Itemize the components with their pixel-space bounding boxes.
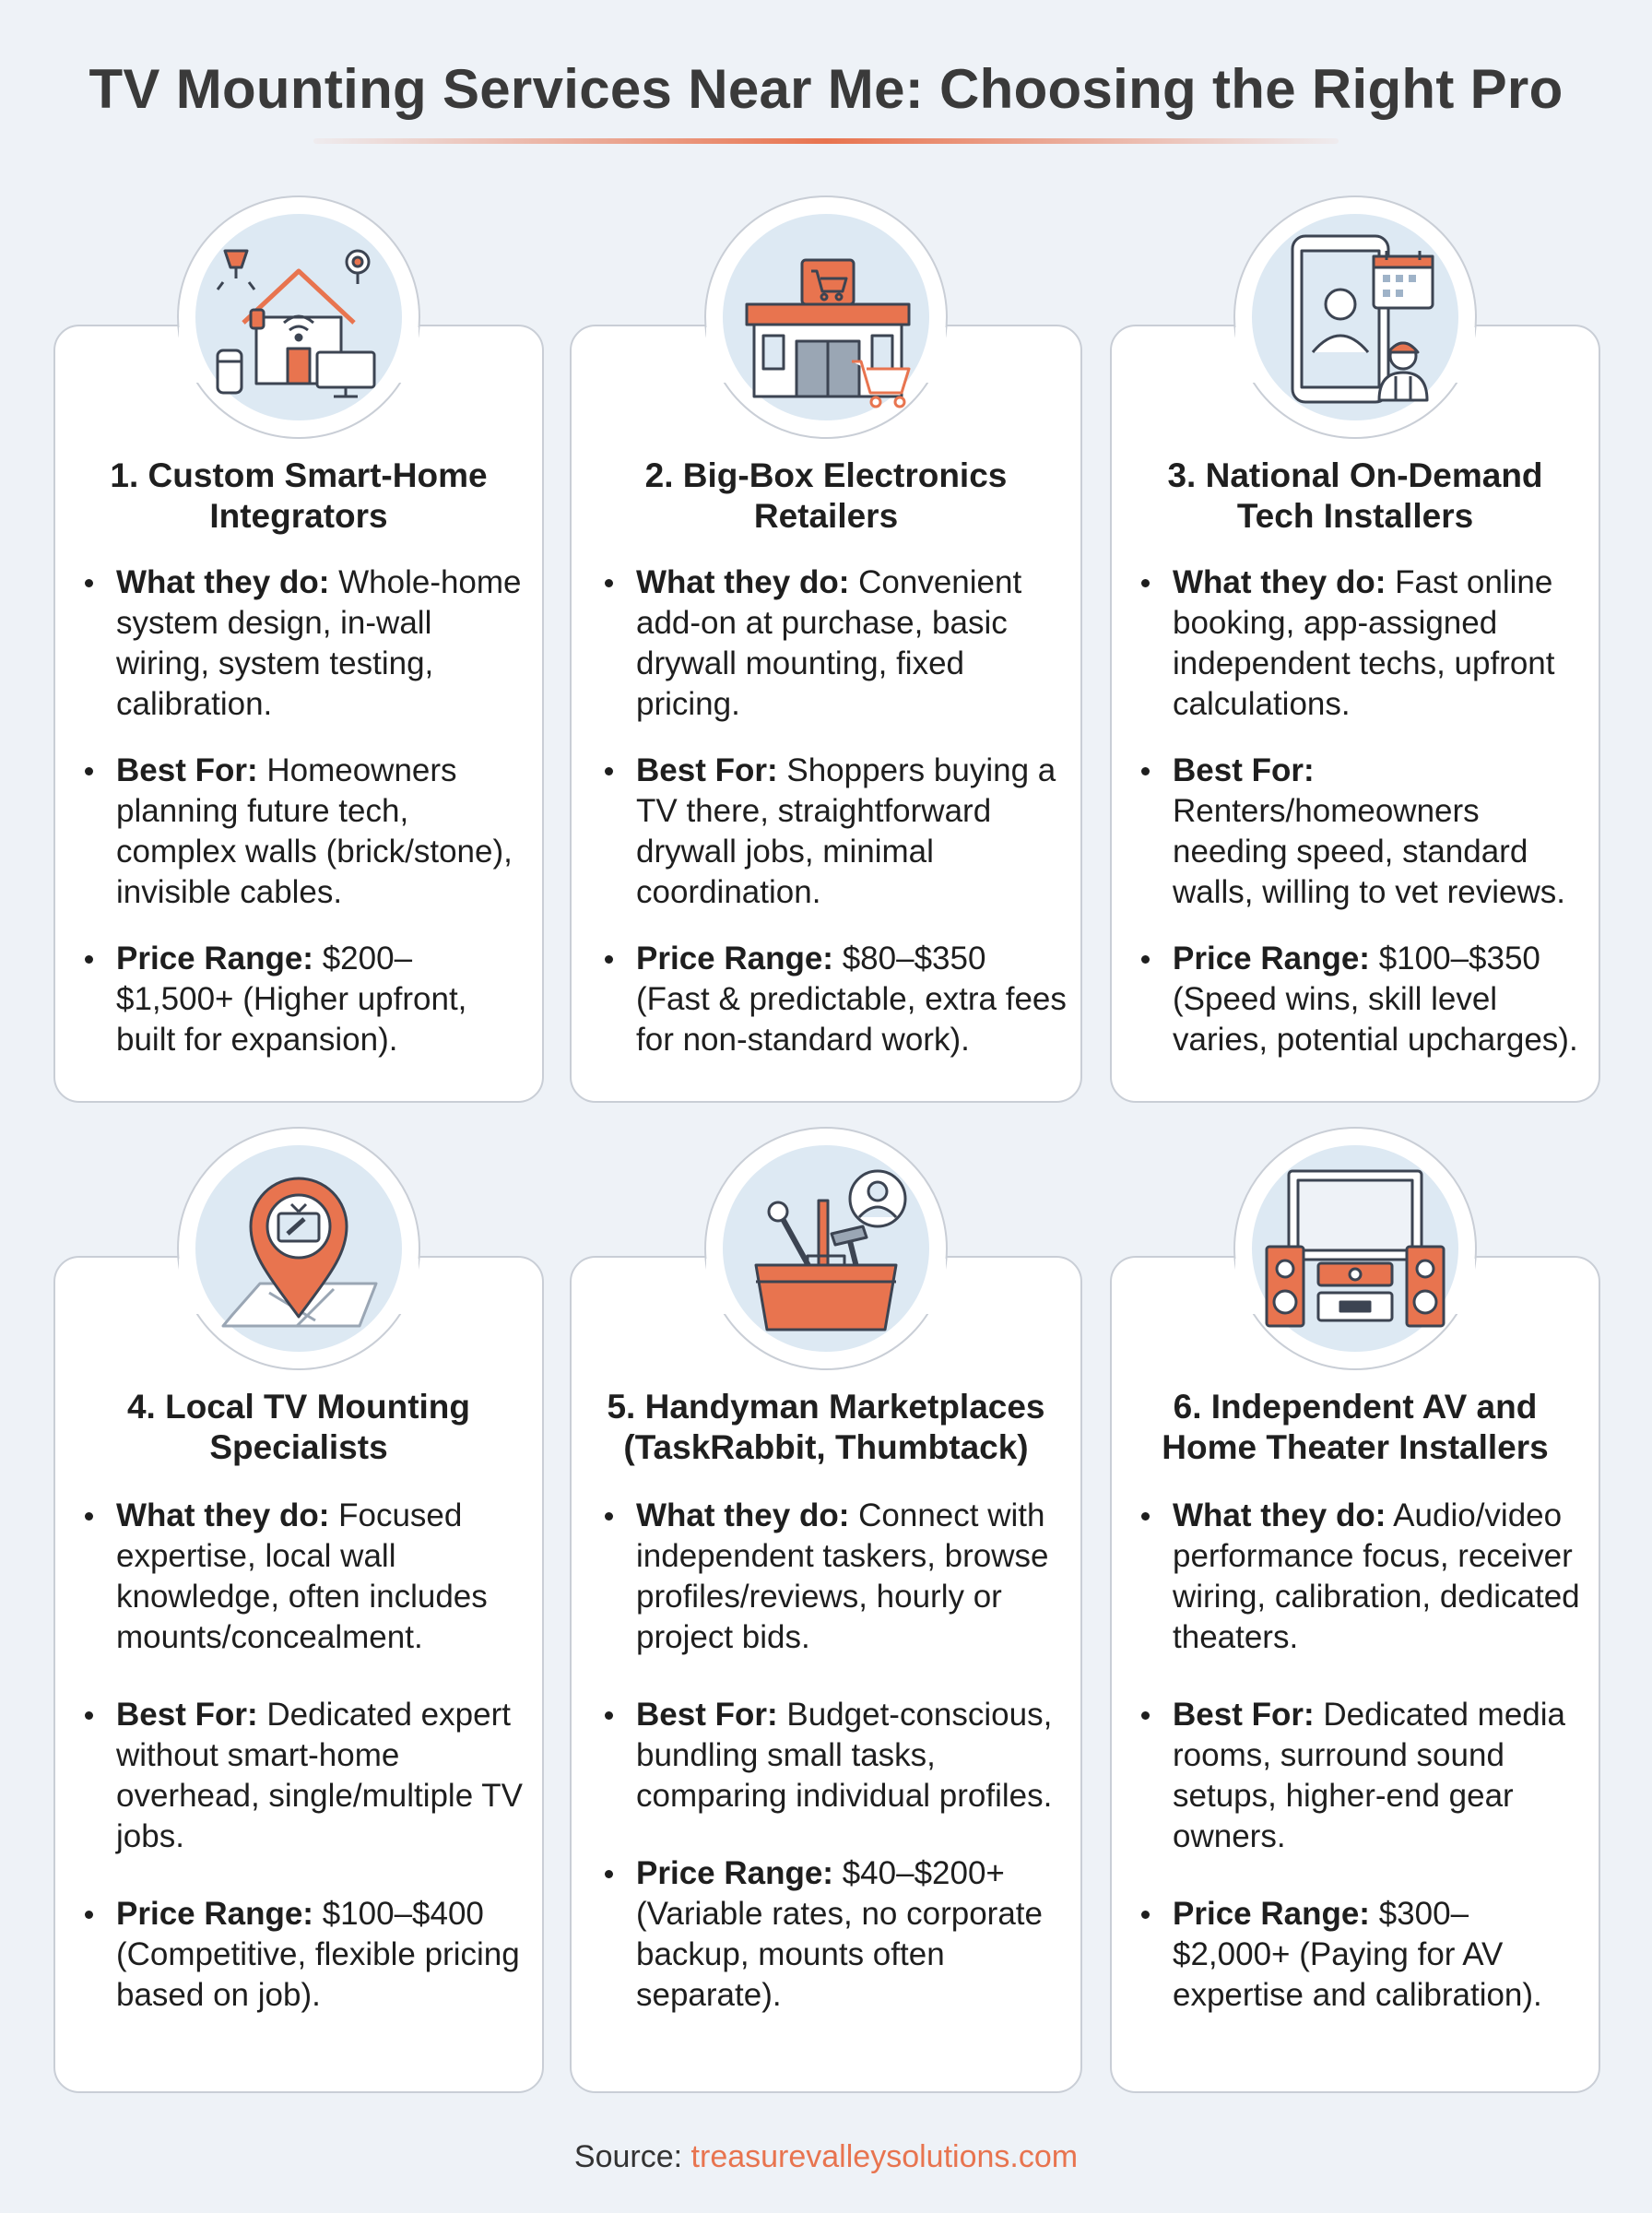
card-title: 6. Independent AV and Home Theater Installers bbox=[1162, 1388, 1549, 1466]
card-bullets bbox=[1138, 1496, 1586, 2041]
title-underline bbox=[313, 138, 1339, 144]
card-bullets bbox=[81, 562, 525, 1086]
card-bullets bbox=[1138, 562, 1586, 1086]
card-title: 3. National On-Demand Tech Installers bbox=[1167, 456, 1543, 535]
price-range-item: Price Range: $80–$350 (Fast & predictable, extra fees for non-standard work). bbox=[601, 939, 1068, 1060]
best-for-item: Best For: Dedicated media rooms, surround sound setups, higher-end gear owners. bbox=[1138, 1695, 1586, 1857]
card-title: 4. Local TV Mounting Specialists bbox=[126, 1388, 471, 1466]
card-bullets bbox=[81, 1496, 525, 2041]
store-cart-icon bbox=[723, 214, 929, 420]
what-they-do-item: What they do: Connect with independent taskers, browse profiles/reviews, hourly or project bids. bbox=[601, 1496, 1068, 1658]
best-for-item: Best For: Shoppers buying a TV there, straightforward drywall jobs, minimal coordination. bbox=[601, 751, 1068, 913]
what-they-do-item: What they do: Whole-home system design, in-wall wiring, system testing, calibration. bbox=[81, 562, 525, 725]
home-theater-icon bbox=[1252, 1145, 1458, 1352]
page-title: TV Mounting Services Near Me: Choosing the Right Pro bbox=[88, 58, 1564, 120]
source-line bbox=[0, 2139, 1652, 2175]
what-they-do-item: What they do: Convenient add-on at purchase, basic drywall mounting, fixed pricing. bbox=[601, 562, 1068, 725]
phone-booking-icon bbox=[1252, 214, 1458, 420]
what-they-do-item: What they do: Audio/video performance focus, receiver wiring, calibration, dedicated theaters. bbox=[1138, 1496, 1586, 1658]
smart-home-icon bbox=[195, 214, 402, 420]
best-for-item: Best For: Renters/homeowners needing speed, standard walls, willing to vet reviews. bbox=[1138, 751, 1586, 913]
card-title: 2. Big-Box Electronics Retailers bbox=[644, 456, 1008, 535]
map-pin-tv-icon bbox=[195, 1145, 402, 1352]
best-for-item: Best For: Homeowners planning future tech, complex walls (brick/stone), invisible cables. bbox=[81, 751, 525, 913]
card-bullets bbox=[601, 562, 1068, 1086]
price-range-item: Price Range: $100–$400 (Competitive, flexible pricing based on job). bbox=[81, 1894, 525, 2016]
price-range-item: Price Range: $40–$200+ (Variable rates, no corporate backup, mounts often separate). bbox=[601, 1853, 1068, 2016]
what-they-do-item: What they do: Focused expertise, local wall knowledge, often includes mounts/concealment. bbox=[81, 1496, 525, 1658]
what-they-do-item: What they do: Fast online booking, app-assigned independent techs, upfront calculations. bbox=[1138, 562, 1586, 725]
source-label: Source: bbox=[573, 2139, 683, 2174]
card-bullets bbox=[601, 1496, 1068, 2041]
best-for-item: Best For: Dedicated expert without smart-home overhead, single/multiple TV jobs. bbox=[81, 1695, 525, 1857]
card-title: 1. Custom Smart-Home Integrators bbox=[110, 456, 488, 535]
best-for-item: Best For: Budget-conscious, bundling small tasks, comparing individual profiles. bbox=[601, 1695, 1068, 1817]
source-link[interactable]: treasurevalleysolutions.com bbox=[690, 2139, 1079, 2174]
price-range-item: Price Range: $300–$2,000+ (Paying for AV expertise and calibration). bbox=[1138, 1894, 1586, 2016]
price-range-item: Price Range: $100–$350 (Speed wins, skill level varies, potential upcharges). bbox=[1138, 939, 1586, 1060]
price-range-item: Price Range: $200–$1,500+ (Higher upfront, built for expansion). bbox=[81, 939, 525, 1060]
card-title: 5. Handyman Marketplaces (TaskRabbit, Thumbtack) bbox=[607, 1388, 1045, 1466]
toolbox-icon bbox=[723, 1145, 929, 1352]
